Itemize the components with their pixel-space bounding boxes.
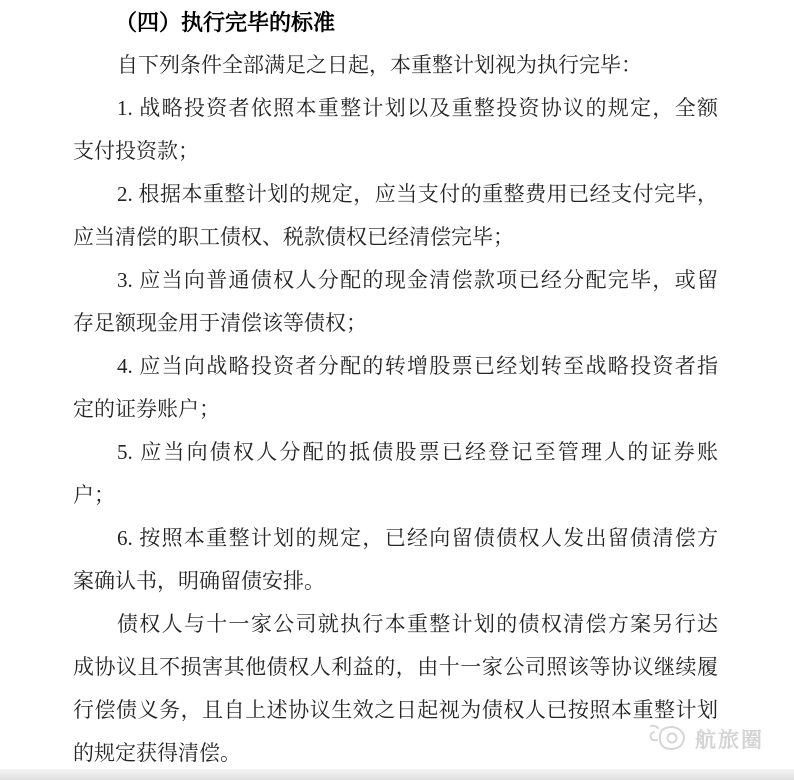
bottom-edge-shadow: [0, 769, 794, 780]
text-line: 成协议且不损害其他债权人利益的，由十一家公司照该等协议继续履: [73, 655, 718, 679]
text-line: 1. 战略投资者依照本重整计划以及重整投资协议的规定，全额: [117, 96, 718, 120]
hanglvquan-bird-logo-icon: [648, 722, 690, 756]
paragraphs-container: [73, 44, 718, 775]
text-line: 6. 按照本重整计划的规定，已经向留债债权人发出留债清偿方: [117, 526, 718, 550]
watermark-label: 航旅圈: [695, 728, 764, 752]
text-line: 存足额现金用于清偿该等债权；: [73, 311, 367, 335]
text-line: 3. 应当向普通债权人分配的现金清偿款项已经分配完毕，或留: [117, 268, 718, 292]
text-line: 支付投资款；: [73, 139, 199, 163]
section-heading: （四）执行完毕的标准: [115, 10, 336, 35]
text-line: 案确认书，明确留债安排。: [73, 569, 325, 593]
text-line: 债权人与十一家公司就执行本重整计划的债权清偿方案另行达: [117, 612, 718, 636]
text-line: 5. 应当向债权人分配的抵债股票已经登记至管理人的证券账: [117, 440, 718, 464]
text-line: 应当清偿的职工债权、税款债权已经清偿完毕；: [73, 225, 514, 249]
text-line: 的规定获得清偿。: [73, 741, 241, 765]
text-line: 4. 应当向战略投资者分配的转增股票已经划转至战略投资者指: [117, 354, 718, 378]
watermark: [648, 722, 764, 756]
text-line: 2. 根据本重整计划的规定，应当支付的重整费用已经支付完毕，: [117, 182, 718, 206]
document-body: [73, 1, 718, 775]
text-line: 行偿债义务，且自上述协议生效之日起视为债权人已按照本重整计划: [73, 698, 718, 722]
text-line: 自下列条件全部满足之日起，本重整计划视为执行完毕：: [117, 53, 642, 77]
text-line: 定的证券账户；: [73, 397, 220, 421]
text-line: 户；: [73, 483, 115, 507]
